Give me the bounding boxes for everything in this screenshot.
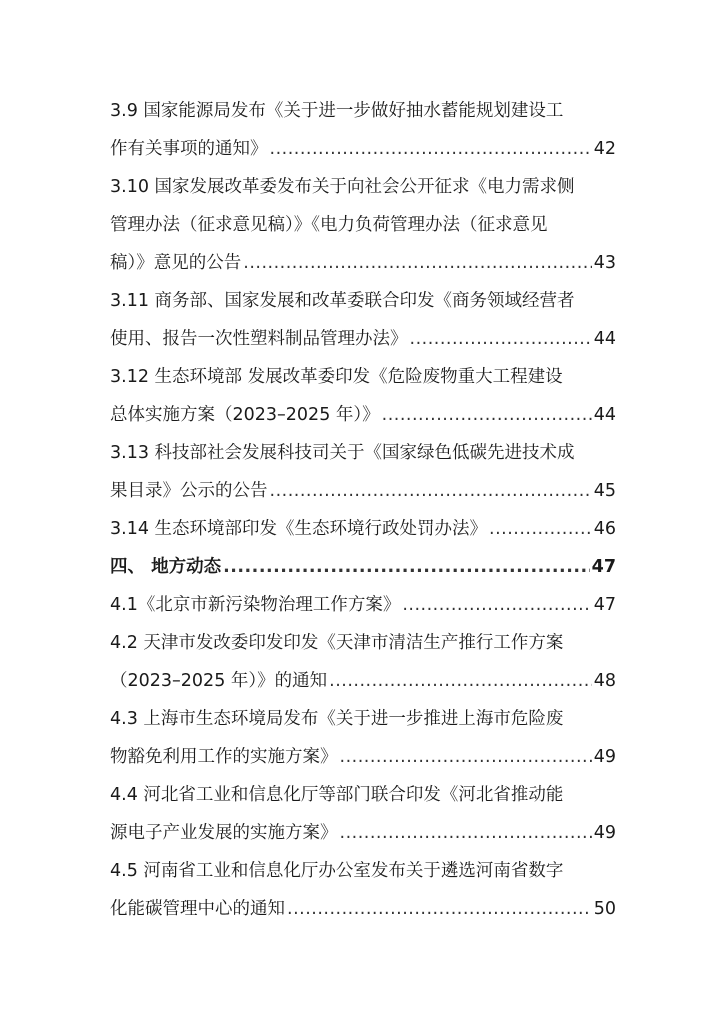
toc-entry-text: 4.5 河南省工业和信息化厅办公室发布关于遴选河南省数字 [110,861,564,881]
toc-entry-text: 4.4 河北省工业和信息化厅等部门联合印发《河北省推动能 [110,785,564,805]
toc-page-number: 49 [593,823,616,843]
toc-entry-text: 稿）》意见的公告 [110,253,242,273]
toc-page-number: 45 [593,481,616,501]
toc-entry-text: 3.11 商务部、国家发展和改革委联合印发《商务领域经营者 [110,291,575,311]
toc-entry-4-3[interactable] [110,700,616,776]
toc-entry-4-1[interactable] [110,586,616,624]
toc-entry-text: 源电子产业发展的实施方案》 [110,823,338,843]
dot-leader [270,130,592,168]
toc-page-number: 47 [591,557,616,577]
toc-entry-text: 使用、报告一次性塑料制品管理办法》 [110,329,408,349]
toc-entry-4-5[interactable] [110,852,616,928]
toc-entry-3-11[interactable] [110,282,616,358]
dot-leader [489,510,592,548]
toc-entry-text: 3.14 生态环境部印发《生态环境行政处罚办法》 [110,519,488,539]
toc-entry-text: 4.1《北京市新污染物治理工作方案》 [110,595,401,615]
toc-page-number: 42 [593,139,616,159]
toc-page-number: 48 [593,671,616,691]
toc-entry-3-13[interactable] [110,434,616,510]
toc-entry-3-12[interactable] [110,358,616,434]
toc-entry-text: 3.13 科技部社会发展科技司关于《国家绿色低碳先进技术成 [110,443,575,463]
toc-entry-text: 3.9 国家能源局发布《关于进一步做好抽水蓄能规划建设工 [110,101,564,121]
dot-leader [410,320,592,358]
dot-leader [287,890,592,928]
toc-entry-text: 化能碳管理中心的通知 [110,899,285,919]
toc-entry-3-14[interactable] [110,510,616,548]
toc-page-number: 44 [593,405,616,425]
toc-entry-text: 作有关事项的通知》 [110,139,268,159]
dot-leader [340,814,592,852]
dot-leader [223,548,590,586]
dot-leader [270,472,592,510]
toc-entry-text: （2023–2025 年）》的通知 [110,671,328,691]
toc-page-number: 47 [593,595,616,615]
dot-leader [382,396,592,434]
dot-leader [340,738,592,776]
toc-entry-text: 总体实施方案（2023–2025 年）》 [110,405,380,425]
toc-page-number: 44 [593,329,616,349]
toc-entry-text: 4.2 天津市发改委印发印发《天津市清洁生产推行工作方案 [110,633,564,653]
table-of-contents [110,92,616,928]
toc-entry-3-9[interactable] [110,92,616,168]
toc-entry-text: 3.12 生态环境部 发展改革委印发《危险废物重大工程建设 [110,367,563,387]
toc-entry-text: 3.10 国家发展改革委发布关于向社会公开征求《电力需求侧 [110,177,575,197]
toc-section-title: 四、 地方动态 [110,557,222,577]
toc-page-number: 49 [593,747,616,767]
toc-entry-text: 4.3 上海市生态环境局发布《关于进一步推进上海市危险废 [110,709,564,729]
toc-page-number: 43 [593,253,616,273]
dot-leader [402,586,591,624]
toc-section-4[interactable] [110,548,616,586]
toc-entry-text: 管理办法（征求意见稿）》《电力负荷管理办法（征求意见 [110,215,548,235]
toc-entry-4-2[interactable] [110,624,616,700]
toc-page-number: 50 [593,899,616,919]
toc-entry-4-4[interactable] [110,776,616,852]
dot-leader [329,662,592,700]
toc-entry-3-10[interactable] [110,168,616,282]
toc-page-number: 46 [593,519,616,539]
toc-entry-text: 物豁免利用工作的实施方案》 [110,747,338,767]
dot-leader [243,244,591,282]
toc-entry-text: 果目录》公示的公告 [110,481,268,501]
